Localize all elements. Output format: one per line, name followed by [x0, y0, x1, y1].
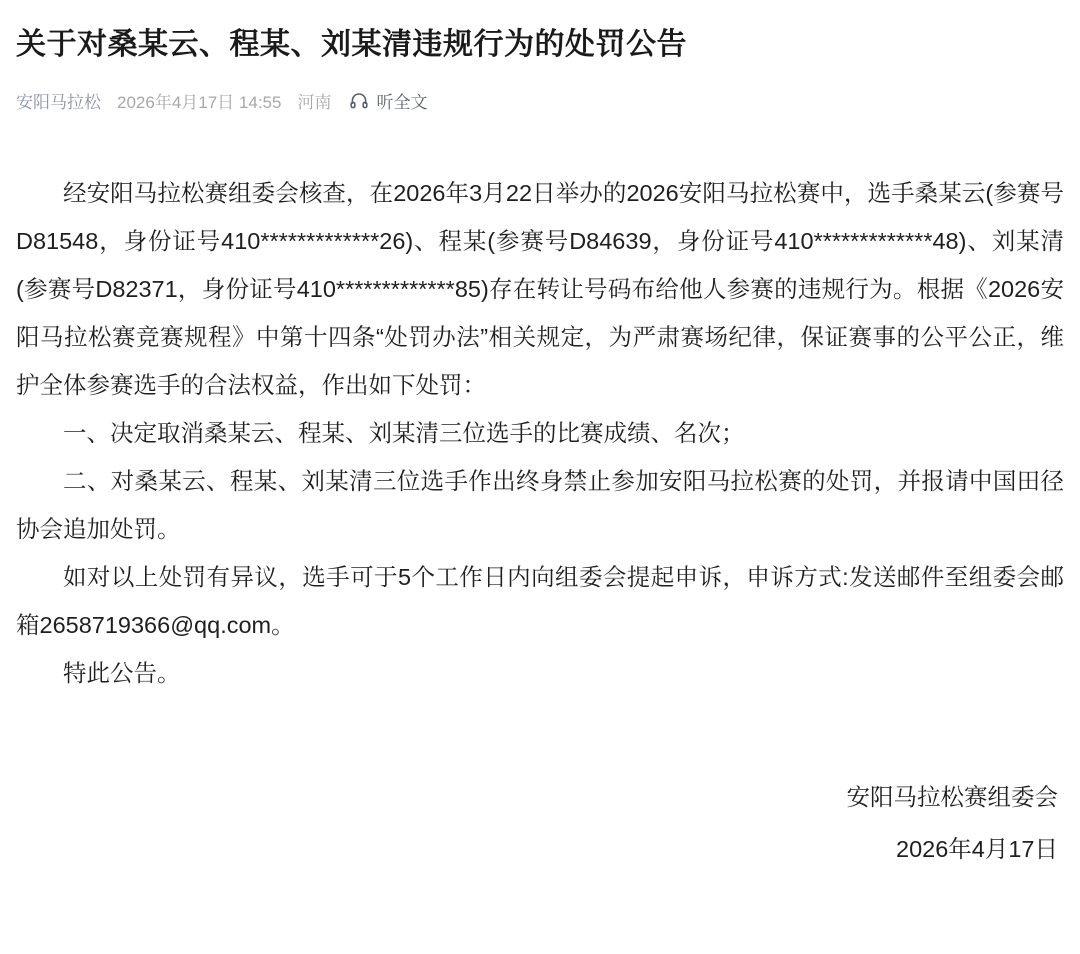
meta-source[interactable]: 安阳马拉松	[16, 93, 101, 112]
article-meta	[16, 88, 1064, 113]
signature-organization: 安阳马拉松赛组委会	[846, 784, 1058, 810]
body-paragraph: 特此公告。	[63, 660, 181, 686]
body-paragraph: 经安阳马拉松赛组委会核查，在2026年3月22日举办的2026安阳马拉松赛中，选手桑某云(参赛号D81548，身份证号410*************26)、程某(参赛号D84639，身份证号410*************48)、刘某清(参赛号D82371，身份证号410*************85)存在转让号码布给他人参赛的违规行为。根据《2026安阳马拉松赛竞赛规程》中第十四条“处罚办法”相关规定，为严肃赛场纪律，保证赛事的公平公正，维护全体参赛选手的合法权益，作出如下处罚：	[16, 180, 1064, 398]
body-paragraph: 一、决定取消桑某云、程某、刘某清三位选手的比赛成绩、名次；	[63, 420, 745, 446]
meta-region: 河南	[297, 93, 332, 112]
headphones-icon	[349, 91, 369, 111]
signature-block	[16, 771, 1064, 875]
meta-timestamp: 2026年4月17日 14:55	[117, 93, 282, 112]
listen-full-text-label: 听全文	[376, 93, 428, 112]
signature-date: 2026年4月17日	[896, 836, 1058, 862]
body-paragraph: 如对以上处罚有异议，选手可于5个工作日内向组委会提起申诉，申诉方式:发送邮件至组委会邮箱2658719366@qq.com。	[16, 564, 1064, 638]
page-title: 关于对桑某云、程某、刘某清违规行为的处罚公告	[16, 28, 687, 61]
body-paragraph: 二、对桑某云、程某、刘某清三位选手作出终身禁止参加安阳马拉松赛的处罚，并报请中国田径协会追加处罚。	[16, 468, 1064, 542]
article-body	[16, 169, 1064, 697]
listen-full-text-button[interactable]	[349, 88, 427, 113]
